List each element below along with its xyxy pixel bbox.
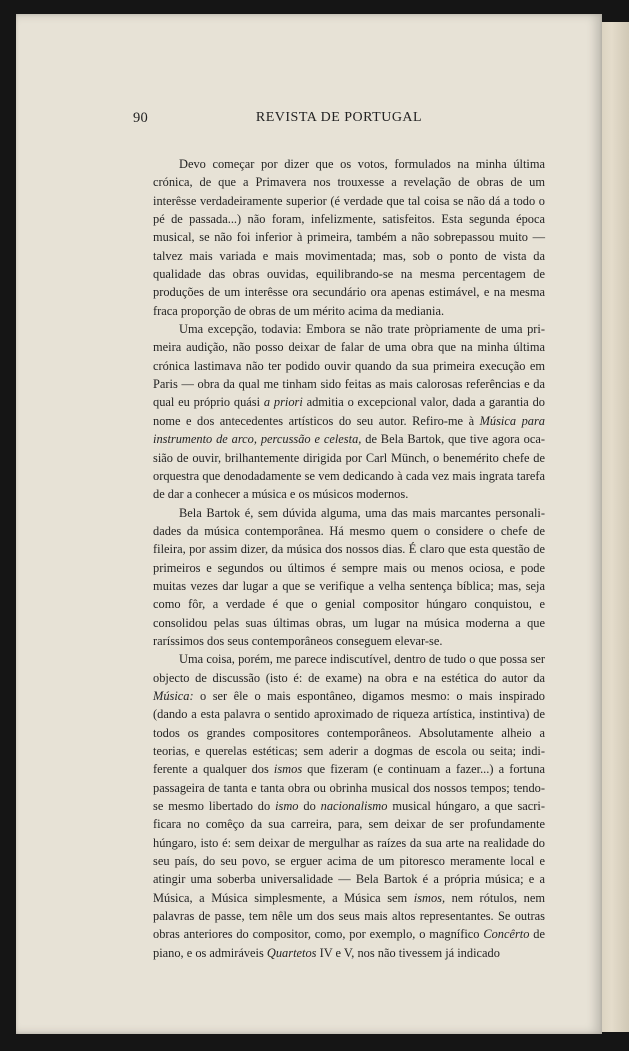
- text-run: Uma excepção, todavia: Embora se não trate pròpriamente de uma primeira audição, não posso deixar de falar de uma obra que na minha última crónica lastimava não ter podido ouvir quando da sua primeira execução em Paris — obra da qual me tinham sido feitas as mais calorosas referências e da qual eu próprio quási: [153, 322, 545, 410]
- paragraph-1: [153, 155, 545, 320]
- text-run: Devo começar por dizer que os votos, formulados na minha última crónica, de que a Primavera nos trouxesse a revelação de obras de um interêsse verdadeiramente superior (é verdade que tal coisa se não dá a todo o pé de passada...) não foram, infelizmente, satisfeitos. Esta segunda época musical, se não foi inferior à primeira, também a não sobrepassou muito — talvez mais variada e mais movimentada; mas, sob o ponto de vista da qualidade das obras ouvidas, equilibrando-se na mesma percentagem de produções de um interêsse ora secundário ora apenas estimável, e na mesma fraca proporção de obras de um mérito acima da mediania.: [153, 157, 545, 318]
- text-run: Uma coisa, porém, me parece indiscutível, dentro de tudo o que possa ser objecto de discussão (isto é: de exame) na obra e na estética do autor da: [153, 652, 545, 685]
- text-run: de piano, e os admiráveis: [153, 927, 545, 960]
- page-number: 90: [133, 110, 148, 126]
- page-header: [133, 110, 545, 132]
- italic-text-run: nacionalismo: [320, 799, 388, 814]
- italic-text-run: ismos: [273, 762, 303, 777]
- text-run: nem rótulos, nem palavras de passe, tem nêle um dos seus mais altos representantes. Se outras obras anteriores do compositor, como, por exemplo, o magnífico: [153, 890, 545, 942]
- article-body: [153, 155, 545, 962]
- text-run: admitia o excepcional valor, dada a garantia do nome e dos antecedentes artísticos do seu autor. Refiro-me à: [153, 395, 545, 428]
- text-run: do: [298, 799, 321, 814]
- paragraph-4: [153, 650, 545, 962]
- paragraph-2: [153, 320, 545, 503]
- right-page-edge: [598, 22, 629, 1032]
- italic-text-run: Música para instrumento de arco, percussão e celesta,: [153, 413, 545, 447]
- text-run: IV e V, nos não tivessem já indicado: [316, 945, 500, 960]
- italic-text-run: a priori: [263, 395, 303, 410]
- text-run: musical húngaro, a que sacrificara no comêço da sua carreira, para, sem deixar de ser profundamente húngaro, isto é: sem deixar de mergulhar as raízes da sua arte na realidade do seu país, do seu povo, se erguer acima de um pitoresco meramente local e atingir uma soberba universalidade — Bela Bartok é a própria música; e a Música, a Música simplesmente, a Música sem: [153, 799, 545, 905]
- text-run: Bela Bartok é, sem dúvida alguma, uma das mais marcantes personalidades da música contemporânea. Há mesmo quem o considere o chefe de fileira, por assim dizer, da música dos nossos dias. É claro que esta questão de primeiros e segundos ou últimos é sempre mais ou menos ociosa, e pode muitas vezes dar lugar a que se verifique a velha sentença bíblica; mas, seja como fôr, a verdade é que o genial compositor húngaro conquistou, e consolidou pelas suas últimas obras, um lugar na música moderna a que raríssimos dos seus contemporâneos conseguem elevar-se.: [153, 505, 545, 648]
- italic-text-run: Quartetos: [266, 945, 317, 960]
- text-run: de Bela Bartok, que tive agora ocasião de ouvir, brilhantemente dirigida por Carl Münch, o benemérito chefe de orquestra que denodadamente se vem dedicando à cada vez mais ingrata tarefa de dar a conhecer a música e os músicos modernos.: [153, 432, 545, 502]
- italic-text-run: ismo: [275, 799, 299, 814]
- running-title: REVISTA DE PORTUGAL: [255, 110, 423, 125]
- text-run: que fizeram (e continuam a fazer...) a fortuna passageira de tanta e tanta obra ou obrinha musical dos nossos tempos; tendo-se mesmo libertado do: [153, 762, 545, 814]
- text-run: o ser êle o mais espontâneo, digamos mesmo: o mais inspirado (dando a esta palavra o sentido aproximado de riqueza artística, instintiva) de todos os grandes compositores contemporâneos. Absolutamente alheio a teorias, e querelas estéticas; sem aderir a dogmas de escola ou seita; indiferente a qualquer dos: [153, 688, 545, 777]
- italic-text-run: Concêrto: [483, 927, 530, 942]
- italic-text-run: ismos,: [413, 890, 446, 905]
- paragraph-3: [153, 504, 545, 651]
- italic-text-run: Música:: [153, 688, 194, 703]
